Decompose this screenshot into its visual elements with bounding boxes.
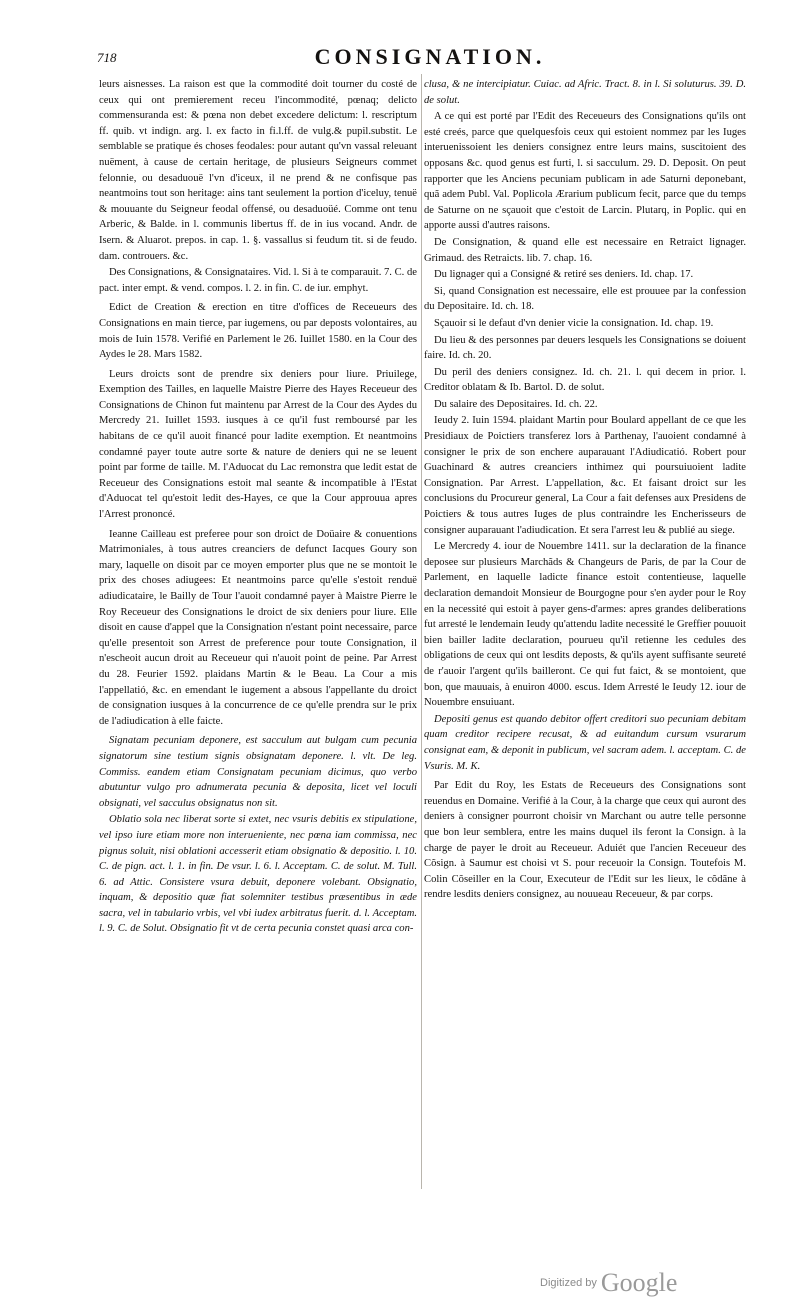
paragraph: leurs aisnesses. La raison est que la commodité doit tourner du costé de ceux qui ont premierement receu l'incommodité, pœnaq; delicto commensuranda est: & pœna non debet excedere delictum: l. rescriptum ff. quib. vt indign. arg. l. ex facto in fi.l.ff. de vulg.& pupil.substit. Le semblable se pratique és choses feodales: pour autant qu'vn vassal releuant nuëment, à cause de certain heritage, de plusieurs Seigneurs commet felonnie, ou desaduouë l'vn d'iceux, il ne prend & ne confisque pas neantmoins tout son heritage: ains tant seulement la portion d'iceluy, tenuë & mouuante du Seigneur feodal offensé, ou desaduoüé. Comme ont tenu Arberic, & Balde. in l. communis libertus ff. de in ius vocand. Andr. de Isern. & Aluarot. prepos. in cap. 1. §. vassallus si feudum tit. si de feudo. dam. controuers. &c.	[99, 79, 417, 262]
left-column	[99, 77, 417, 938]
digitized-watermark	[540, 1268, 677, 1298]
paragraph: Du peril des deniers consignez. Id. ch. 21. l. qui decem in prior. l. Creditor oblatam & Ib. Bartol. D. de solut.	[424, 366, 746, 394]
paragraph: clusa, & ne intercipiatur. Cuiac. ad Afric. Tract. 8. in l. Si soluturus. 39. D. de solut.	[424, 79, 746, 106]
paragraph: Si, quand Consignation est necessaire, elle est prouuee par la confession du Depositaire. Id. ch. 18.	[424, 285, 746, 313]
running-head: CONSIGNATION.	[314, 44, 546, 69]
paragraph: Oblatio sola nec liberat sorte si extet, nec vsuris debitis ex stipulatione, vel ipso iure etiam more non interueniente, nec pœna iam commissa, nec pignus soluit, nisi oblationi accesserit etiam obsignatio & depositio. l. 10. C. de pign. act. l. 1. in fin. De vsur. l. 6. l. Acceptam. C. de solut. M. Tull. 6. ad Attic. Consistere vsura debuit, deponere volebant. Obsignatio, inquam, & depositio quæ fiat solemniter testibus præsentibus in æde sacra, vel in tabulario vrbis, vel vbi iudex arbitratus fuerit. d. l. Acceptam. l. 9. C. de Solut. Obsignatio fit vt de certa pecunia constet quasi arca con-	[99, 814, 417, 935]
page-number: 718	[97, 50, 117, 65]
paragraph: Leurs droicts sont de prendre six deniers pour liure. Priuilege, Exemption des Tailles, en laquelle Maistre Pierre des Hayes Receueur des Consignations de Chinon fut maintenu par Arrest de la Cour des Aydes du Mercredy 21. Iuillet 1593. iusques à ce qu'il fust remboursé par les habitans de ce qu'il auoit financé pour ladite exemption. Et neantmoins condamné payer toute autre sorte & nature de deniers qui ne se leuent point par forme de taille. M. l'Aduocat du Lac remonstra que ledit estat de Receueur des Consignations estoit mal seante & incompatible à l'Estat d'Aduocat tel qu'estoit ledit des-Hayes, ce que la Cour approuua apres l'Arrest prononcé.	[99, 368, 417, 521]
watermark-prefix: Digitized by	[540, 1277, 597, 1289]
google-logo: Google	[600, 1268, 678, 1297]
paragraph: Depositi genus est quando debitor offert creditori suo pecuniam debitam quam creditor recipere recusat, & ad euitandum cursum vsurarum consignat eam, & deponit in publicum, vel sacram adem. l. acceptam. C. de Vsuris. M. K.	[424, 713, 746, 772]
paragraph: Le Mercredy 4. iour de Nouembre 1411. sur la declaration de la finance deposee sur plusieurs Marchãds & Changeurs de Paris, de par la Cour de Parlement, en laquelle ladicte finance estoit contentieuse, laquelle declaration demandoit Monsieur de Bourgogne pour s'en ayder pour le Roy en la necessité qui estoit à payer gens-d'armes: apres grandes deliberations fut arresté le lendemain Ieudy qu'attendu ladite necessité le Greffier pouuoit bien bailler ladite declaration, pourueu qu'il retienne les cedules des obligations de ceux qui ont lesdits deposts, & qu'ils ayent suffisante seureté de r'auoir l'argent qu'ils bailleront. Ce qui fut faict, & se montoient, que bon, que mauuais, à enuiron 4000. escus. Idem Arresté le Ieudy 12. iour de Nouembre ensuiuant.	[424, 541, 746, 709]
paragraph: Des Consignations, & Consignataires. Vid. l. Si à te comparauit. 7. C. de pact. inter empt. & vend. compos. l. 2. in fin. C. de iur. emphyt.	[99, 267, 417, 294]
paragraph: De Consignation, & quand elle est necessaire en Retraict lignager. Grimaud. des Retraicts. lib. 7. chap. 16.	[424, 236, 746, 264]
right-column	[424, 77, 746, 904]
paragraph: Par Edit du Roy, les Estats de Receueurs des Consignations sont reuendus en Domaine. Verifié à la Cour, à la charge que ceux qui auront des deniers à consigner pourront choisir vn Marchant ou autre telle personne que bon leur semblera, entre les mains duquel ils feront la Consign. à la charge de payer le droit au Receueur. Aduiét que l'ancien Receueur des Cõsign. à Saumur est choisi vt S. pour receuoir la Consign. Toutefois M. Colin Cõseiller en la Cour, Executeur de l'Edit sur les lieux, le cõdãne à rendre lesdits deniers consignez, au nouueau Receueur, & par corps.	[424, 780, 746, 901]
paragraph: Signatam pecuniam deponere, est sacculum aut bulgam cum pecunia signatorum sine testium signis obsignatam deponere. l. vlt. De leg. Commiss. eandem etiam Consignatam pecuniam dicimus, quo verbo abutuntur vulgo pro adnumerata pecunia & deposita, licet vel loculi obsignati, vel sacculus obsignatus non sit.	[99, 735, 417, 809]
paragraph: Edict de Creation & erection en titre d'offices de Receueurs des Consignations en main tierce, par iugemens, ou par deposts volontaires, au mois de Iuin 1578. Verifié en Parlement le 26. Iuillet 1580. en la Cour des Aydes le 28. Mars 1582.	[99, 302, 417, 361]
column-rule	[421, 74, 422, 1189]
paragraph: A ce qui est porté par l'Edit des Receueurs des Consignations qu'ils ont esté creés, parce que quelquesfois ceux qui estoient nommez par les Iuges interuenissoient les deniers consignez entre leurs mains, suscitoient des opposans &c. quod genus est furti, l. si sacculum. 29. D. Deposit. On peut rapporter que les Anciens pecuniam publicam in ade Saturni deponebant, quã adem Publ. Val. Poplicola Ærarium publicum fecit, parce que du temps de Saturne on ne sçauoit que c'estoit de Larcin. Plutarq, in Poplic. qui en apporte aussi d'autres raisons.	[424, 111, 746, 232]
paragraph: Du salaire des Depositaires. Id. ch. 22.	[434, 398, 598, 410]
paragraph: Du lieu & des personnes par deuers lesquels les Consignations se doiuent faire. Id. ch. 20.	[424, 334, 746, 362]
paragraph: Du lignager qui a Consigné & retiré ses deniers. Id. chap. 17.	[434, 269, 694, 281]
paragraph: Sçauoir si le defaut d'vn denier vicie la consignation. Id. chap. 19.	[434, 317, 714, 329]
paragraph: Ieudy 2. Iuin 1594. plaidant Martin pour Boulard appellant de ce que les Presidiaux de Poictiers transferez lors à Parthenay, l'auoient condamné à consigner le prix de son enchere auparauant l'Adiudicatió. Robert pour Guachinard & autres creanciers inthimez qui poursuiuoient ladite Consignation. Par Arrest. L'appellation, &c. Et faisant droict sur les conclusions du Procureur general, La Cour a fait defenses aux Presidens de Poictiers & tous autres Iuges de plus contraindre les Encherisseurs de consigner auparauant l'adiudication. Et sera l'arrest leu & publié au siege.	[424, 415, 746, 536]
paragraph: Ieanne Cailleau est preferee pour son droict de Doüaire & conuentions Matrimoniales, à tous autres creanciers de defunct Iacques Goury son mary, laquelle on disoit par ce moyen emporter plus que ne se montoit le prix des choses adiugees: Et neantmoins parce qu'elle s'estoit renduë adiudicataire, le Bailly de Tour l'auoit condamné payer à Maistre Pierre le Roy Receueur des Consignations le droict de six deniers pour liure. Elle disoit en cause d'appel que la Consignation n'estant point necessaire, parce qu'elle presentoit son Arrest de preference pour toute Consignation, il n'escheoit aucun droit au Receueur qui n'auoit point de peine. Par Arrest du 28. Feurier 1592. plaidans Martin & le Beau. La Cour a mis l'appellatió, &c. en emendant le iugement a absous l'appellante du droict de consignation iusques à la concurrence de ce qu'elle prendra sur le prix de l'adiudication à elle faicte.	[99, 528, 417, 727]
